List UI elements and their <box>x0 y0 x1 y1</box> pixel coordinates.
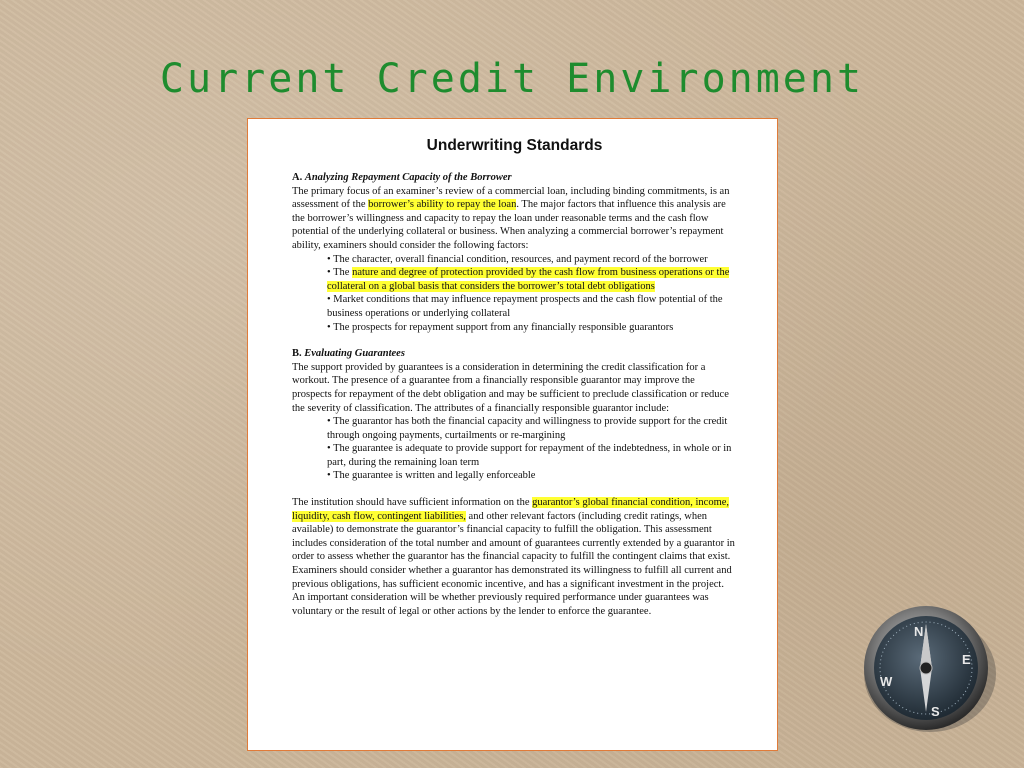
compass-w: W <box>880 674 893 689</box>
bullet-item: • The character, overall financial condition, resources, and payment record of the borrower <box>327 253 708 265</box>
section-b-paragraph: The support provided by guarantees is a consideration in determining the credit classification for a workout. The presence of a guarantee from a financially responsible guarantor may improve the prospects for repayment of the debt obligation and may be sufficient to preclude classification or reduce the severity of classification. The attributes of a financially responsible guarantor include: <box>292 361 729 414</box>
highlight: guarantor’s global financial condition, income, liquidity, cash flow, contingent liabilities, <box>292 497 730 522</box>
text-run: The primary focus of an examiner’s review of a commercial loan, including binding commitments, is an assessment of the <box>292 185 730 211</box>
slide-title: Current Credit Environment <box>159 56 865 102</box>
section-b-bullets <box>292 415 737 483</box>
bullet-item: • Market conditions that may influence repayment prospects and the cash flow potential of the business operations or underlying collateral <box>327 294 723 319</box>
text-run: The institution should have sufficient information on the <box>292 497 533 509</box>
section-a-letter: A. <box>292 172 303 183</box>
highlight: nature and degree of protection provided by the cash flow from business operations or the collateral on a global basis that considers the borrower’s total debt obligations <box>327 267 730 292</box>
section-b-title: Evaluating Guarantees <box>304 348 405 360</box>
section-b-letter: B. <box>292 348 302 360</box>
bullet-item: • The prospects for repayment support from any financially responsible guarantors <box>327 321 674 333</box>
document-title: Underwriting Standards <box>426 137 603 154</box>
bullet-item: • The guarantee is written and legally enforceable <box>327 470 536 482</box>
text-run: • The <box>327 267 353 279</box>
section-b-heading <box>292 347 737 361</box>
section-a-paragraph <box>292 185 737 253</box>
compass-s: S <box>931 704 940 719</box>
document-image <box>247 118 778 751</box>
bullet-item: • The guarantor has both the financial capacity and willingness to provide support for the credit through ongoing payments, curtailments or re-margining <box>327 416 728 441</box>
bullet-item <box>327 266 737 293</box>
text-run: and other relevant factors (including credit ratings, when available) to demonstrate the guarantor’s financial capacity to fulfill the obligation. This assessment includes consideration of the total number and amount of guarantees currently extended by a guarantor in order to assess whether the guarantor has the financial capacity to fulfill the contingent claims that exist. <box>292 510 735 563</box>
compass-n: N <box>914 624 924 639</box>
section-c-paragraph-2: Examiners should consider whether a guarantor has demonstrated its willingness to fulfill all current and previous obligations, has sufficient economic incentive, and has a significant investment in the project. An important consideration will be whether previously required performance under guarantees was voluntary or the result of legal or other actions by the lender to enforce the guarantee. <box>292 565 732 617</box>
compass-icon <box>858 604 998 734</box>
bullet-item: • The guarantee is adequate to provide support for repayment of the indebtedness, in whole or in part, during the remaining loan term <box>327 443 732 468</box>
section-a-heading <box>292 171 737 185</box>
section-a-bullets <box>292 253 737 335</box>
section-a-title: Analyzing Repayment Capacity of the Borrower <box>304 172 512 183</box>
highlight: borrower’s ability to repay the loan <box>368 199 517 211</box>
text-run: . The major factors that influence this analysis are the borrower’s willingness and capacity to repay the loan under reasonable terms and the cash flow potential of the underlying collateral or business. When analyzing a commercial borrower’s repayment ability, examiners should consider the following factors: <box>292 199 726 251</box>
compass-e: E <box>962 652 971 667</box>
section-c-paragraph <box>292 496 737 564</box>
